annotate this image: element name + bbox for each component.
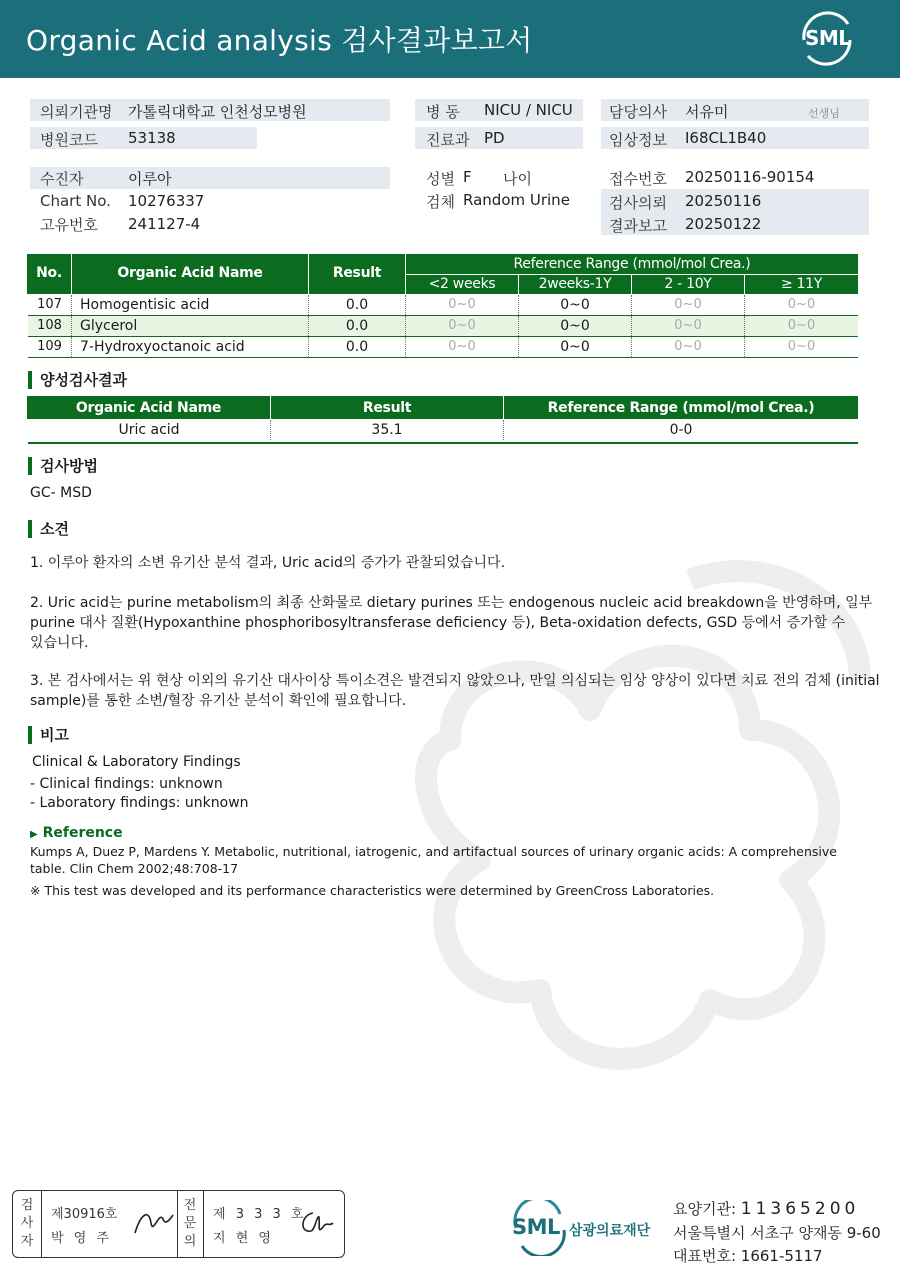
stamp-right-license: 제 3 3 3 호: [213, 1207, 307, 1222]
institution-label: 의뢰기관명: [40, 103, 113, 121]
method-text: GC- MSD: [30, 485, 92, 501]
remarks-line: Clinical & Laboratory Findings: [32, 754, 241, 770]
footer-org-name: 삼광의료재단: [569, 1223, 651, 1239]
ref-sub-header: <2 weeks: [428, 276, 496, 292]
row-ref: 0~0: [448, 339, 476, 354]
stamp-right-name: 지 현 영: [213, 1231, 274, 1246]
col-ref-header: Reference Range (mmol/mol Crea.): [513, 256, 751, 272]
doctor-suffix: 선생님: [808, 107, 840, 120]
row-acid-name: 7-Hydroxyoctanoic acid: [80, 339, 245, 355]
report-date-value: 20250122: [685, 215, 762, 233]
license-label: 요양기관:: [673, 1200, 737, 1218]
patient-label: 수진자: [40, 170, 84, 188]
institution-value: 가톨릭대학교 인천성모병원: [128, 103, 307, 121]
stamp-divider: [177, 1191, 178, 1257]
remarks-line: - Clinical findings: unknown: [30, 776, 223, 792]
request-value: 20250116: [685, 192, 762, 210]
row-ref: 0~0: [674, 339, 702, 354]
row-no: 109: [37, 339, 62, 354]
col-no-header: No.: [36, 265, 62, 281]
chart-value: 10276337: [128, 192, 205, 210]
reference-line: table. Clin Chem 2002;48:708-17: [30, 861, 239, 876]
footer-license: [673, 1198, 859, 1219]
reference-heading: [30, 825, 123, 841]
col-name-header: Organic Acid Name: [117, 265, 263, 281]
signature-stamp: [12, 1190, 345, 1258]
findings-line: 3. 본 검사에서는 위 현상 이외의 유기산 대사이상 특이소견은 발견되지 않았으나, 만일 의심되는 임상 양상이 있다면 치료 전의 검체 (initial: [30, 673, 880, 689]
stamp-divider: [41, 1191, 42, 1257]
row-ref: 0~0: [448, 297, 476, 312]
row-result: 0.0: [345, 318, 369, 334]
doctor-label: 담당의사: [609, 103, 667, 121]
findings-line: 있습니다.: [30, 635, 89, 651]
report-title: Organic Acid analysis 검사결과보고서: [26, 24, 533, 57]
sex-value: F: [463, 168, 472, 186]
ref-sub-header: 2 - 10Y: [664, 276, 712, 292]
stamp-right-title: 전문의: [183, 1198, 197, 1249]
ward-label: 병 동: [426, 103, 460, 121]
row-result: 0.0: [345, 339, 369, 355]
hospital-code-label: 병원코드: [40, 131, 98, 149]
footer-logo-text: SML: [512, 1215, 560, 1239]
receipt-label: 접수번호: [609, 170, 667, 188]
clinical-value: I68CL1B40: [685, 129, 767, 147]
findings-line: purine 대사 질환(Hypoxanthine phosphoribosyltransferase deficiency 등), Beta-oxidation defects, GSD 등에서 증가할 수: [30, 615, 846, 631]
row-ref: 0~0: [787, 297, 816, 312]
pos-acid-name: Uric acid: [118, 422, 180, 438]
request-label: 검사의뢰: [609, 194, 667, 212]
stamp-left-title: 검사자: [20, 1198, 34, 1249]
row-ref: 0~0: [560, 318, 590, 334]
reference-line: Kumps A, Duez P, Mardens Y. Metabolic, nutritional, iatrogenic, and artifactual sources of urinary organic acids: A comprehensive: [30, 844, 837, 859]
triangle-bullet-icon: ▶: [30, 829, 38, 840]
stamp-divider: [203, 1191, 204, 1257]
row-ref: 0~0: [448, 318, 476, 333]
license-value: 11365200: [740, 1199, 860, 1219]
stamp-left-license: 제30916호: [51, 1207, 118, 1222]
positive-results-heading: 양성검사결과: [28, 371, 127, 389]
cell-divider: [71, 337, 72, 357]
table-row: [28, 316, 858, 337]
findings-line: 2. Uric acid는 purine metabolism의 최종 산화물로 dietary purines 또는 endogenous nucleic acid breakdown을 반영하며, 일부: [30, 595, 873, 611]
pos-col-name-header: Organic Acid Name: [75, 400, 222, 416]
ward-value: NICU / NICU: [484, 101, 573, 119]
pos-ref: 0-0: [669, 422, 693, 438]
dept-label: 진료과: [426, 131, 470, 149]
reference-heading-text: Reference: [42, 825, 123, 841]
pos-col-ref-header: Reference Range (mmol/mol Crea.): [547, 400, 815, 416]
cell-divider: [71, 316, 72, 336]
findings-heading: 소견: [28, 520, 69, 538]
row-ref: 0~0: [787, 318, 816, 333]
header-divider: [406, 274, 858, 275]
footer-phone: [673, 1245, 823, 1266]
dept-value: PD: [484, 129, 505, 147]
row-ref: 0~0: [560, 297, 590, 313]
row-acid-name: Homogentisic acid: [80, 297, 210, 313]
age-label: 나이: [503, 170, 532, 188]
specimen-label: 검체: [426, 193, 455, 211]
table-row: [28, 420, 858, 444]
unique-no-label: 고유번호: [40, 216, 98, 234]
signature-icon: [131, 1205, 175, 1239]
info-box-patient: [30, 167, 390, 189]
unique-no-value: 241127-4: [128, 215, 201, 233]
receipt-value: 20250116-90154: [685, 168, 815, 186]
row-acid-name: Glycerol: [80, 318, 138, 334]
phone-label: 대표번호:: [673, 1247, 737, 1265]
row-no: 107: [37, 297, 62, 312]
col-result-header: Result: [332, 265, 382, 281]
pos-col-result-header: Result: [362, 400, 412, 416]
row-ref: 0~0: [560, 339, 590, 355]
row-ref: 0~0: [787, 339, 816, 354]
row-ref: 0~0: [674, 318, 702, 333]
row-no: 108: [37, 318, 62, 333]
chart-label: Chart No.: [40, 192, 111, 210]
ref-sub-header: ≥ 11Y: [780, 276, 823, 292]
report-date-label: 결과보고: [609, 217, 667, 235]
stamp-left-name: 박 영 주: [51, 1231, 112, 1246]
findings-line: sample)를 통한 소변/혈장 유기산 분석이 확인에 필요합니다.: [30, 693, 407, 709]
hospital-code-value: 53138: [128, 129, 176, 147]
header-logo-text: SML: [805, 26, 851, 50]
table-row: [28, 295, 858, 316]
remarks-heading: 비고: [28, 726, 69, 744]
row-ref: 0~0: [674, 297, 702, 312]
clinical-label: 임상정보: [609, 131, 667, 149]
findings-line: 1. 이루아 환자의 소변 유기산 분석 결과, Uric acid의 증가가 관찰되었습니다.: [30, 555, 506, 571]
remarks-line: - Laboratory findings: unknown: [30, 795, 249, 811]
report-header: [0, 0, 900, 78]
method-heading: 검사방법: [28, 457, 98, 475]
doctor-value: 서유미: [685, 103, 729, 121]
reference-note: ※ This test was developed and its performance characteristics were determined by GreenCross Laboratories.: [30, 883, 715, 898]
cell-divider: [71, 295, 72, 315]
phone-value: 1661-5117: [740, 1247, 823, 1265]
pos-result: 35.1: [371, 422, 403, 438]
signature-icon: [295, 1205, 339, 1239]
row-result: 0.0: [345, 297, 369, 313]
footer-address: 서울특별시 서초구 양재동 9-60: [673, 1224, 881, 1242]
specimen-value: Random Urine: [463, 191, 570, 209]
table-row: [28, 337, 858, 358]
patient-value: 이루아: [128, 170, 172, 188]
sex-label: 성별: [426, 170, 455, 188]
ref-sub-header: 2weeks-1Y: [538, 276, 612, 292]
